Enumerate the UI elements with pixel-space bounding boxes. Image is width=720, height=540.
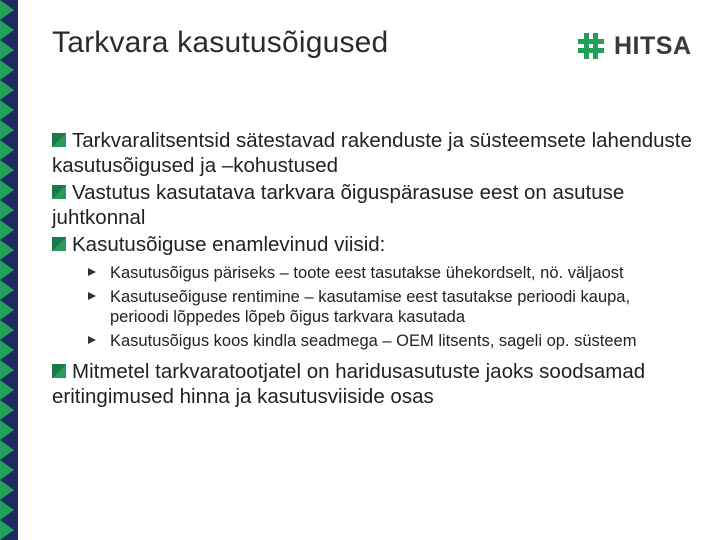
sub-bullet-item bbox=[52, 331, 692, 351]
triangle-bullet-icon bbox=[88, 268, 96, 276]
square-bullet-icon bbox=[52, 364, 66, 378]
sub-bullet-text: Kasutuseõiguse rentimine – kasutamise eest tasutakse perioodi kaupa, perioodi lõppedes lõpeb õigus tarkvara kasutada bbox=[110, 288, 631, 326]
sub-bullet-text: Kasutusõigus päriseks – toote eest tasutakse ühekordselt, nö. väljaost bbox=[110, 264, 624, 282]
bullet-item bbox=[52, 180, 692, 230]
square-bullet-icon bbox=[52, 133, 66, 147]
bullet-text: Mitmetel tarkvaratootjatel on haridusasutuste jaoks soodsamad eritingimused hinna ja kasutusviiside osas bbox=[52, 360, 646, 408]
sub-bullet-item bbox=[52, 263, 692, 283]
slide-title: Tarkvara kasutusõigused bbox=[52, 26, 389, 59]
slide-content bbox=[52, 128, 692, 411]
triangle-bullet-icon bbox=[88, 292, 96, 300]
decorative-border bbox=[0, 0, 18, 540]
square-bullet-icon bbox=[52, 185, 66, 199]
square-bullet-icon bbox=[52, 237, 66, 251]
logo-text: HITSA bbox=[614, 31, 692, 60]
bullet-text: Tarkvaralitsentsid sätestavad rakenduste ja süsteemsete lahenduste kasutusõigused ja –kohustused bbox=[52, 129, 692, 177]
triangle-bullet-icon bbox=[88, 336, 96, 344]
bullet-text: Vastutus kasutatava tarkvara õiguspärasuse eest on asutuse juhtkonnal bbox=[52, 181, 625, 229]
bullet-text: Kasutusõiguse enamlevinud viisid: bbox=[72, 233, 386, 256]
bullet-item bbox=[52, 128, 692, 178]
hash-logo-icon bbox=[576, 31, 606, 61]
bullet-item bbox=[52, 232, 692, 257]
bullet-item bbox=[52, 359, 692, 409]
hitsa-logo bbox=[576, 30, 692, 62]
sub-bullet-item bbox=[52, 287, 692, 327]
sub-bullet-list bbox=[52, 263, 692, 351]
sub-bullet-text: Kasutusõigus koos kindla seadmega – OEM litsents, sageli op. süsteem bbox=[110, 332, 637, 350]
